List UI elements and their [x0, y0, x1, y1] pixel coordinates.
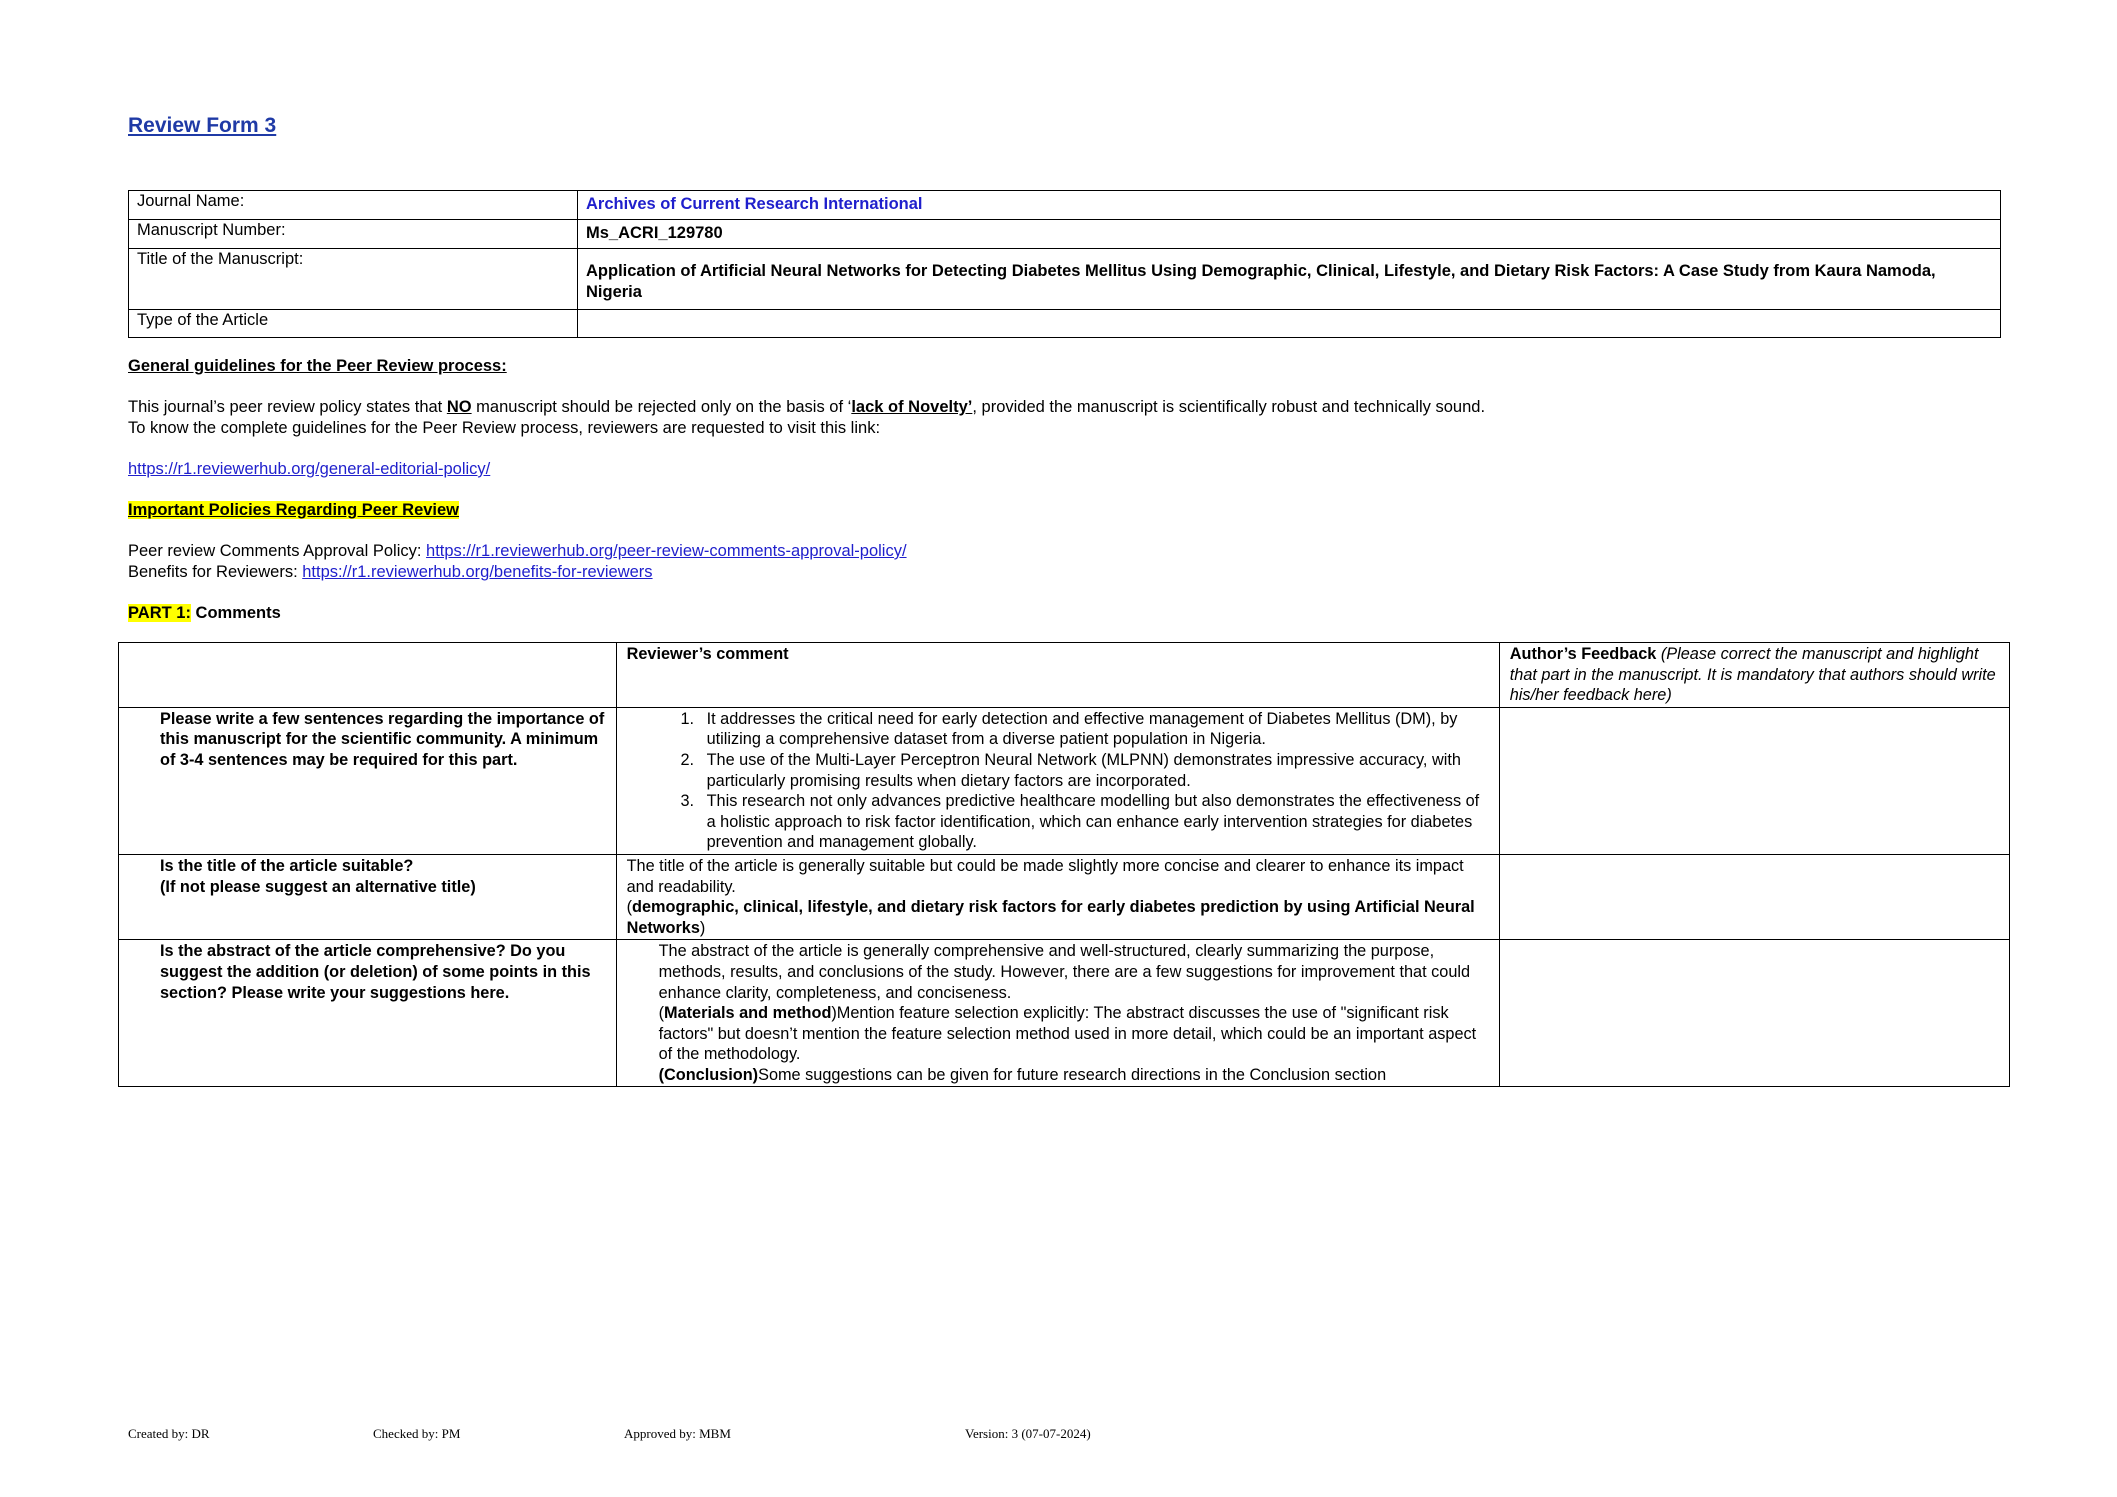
feedback-abstract[interactable] [1499, 940, 2009, 1087]
manuscript-title-value: Application of Artificial Neural Networks for Detecting Diabetes Mellitus Using Demographic, Clinical, Lifestyle, and Dietary Risk Factors: A Case Study from Kaura Namoda, Nigeria [578, 249, 2001, 310]
manuscript-info-table [128, 190, 2001, 338]
article-type-label: Type of the Article [129, 310, 578, 338]
article-type-value [578, 310, 2001, 338]
comment-importance [616, 707, 1499, 854]
manuscript-title-label: Title of the Manuscript: [129, 249, 578, 310]
table-row [119, 854, 2010, 939]
comment-title: The title of the article is generally suitable but could be made slightly more concise and clearer to enhance its impact and readability. (demographic, clinical, lifestyle, and dietary risk factors for early diabetes prediction by using Artificial Neural Networks) [616, 854, 1499, 939]
table-header-row [119, 643, 2010, 708]
journal-name-value: Archives of Current Research International [586, 195, 923, 213]
footer-checked-by: Checked by: PM [373, 1426, 461, 1441]
policy-statement: This journal’s peer review policy states that NO manuscript should be rejected only on the basis of ‘lack of Novelty’, provided the manuscript is scientifically robust and technically sound. [128, 398, 1486, 416]
reviewer-comment-header: Reviewer’s comment [616, 643, 1499, 708]
list-item: 2. The use of the Multi-Layer Perceptron Neural Network (MLPNN) demonstrates impressive accuracy, with particularly promising results when dietary factors are incorporated. [699, 750, 1489, 791]
table-row [129, 310, 2001, 338]
visit-guidelines-text: To know the complete guidelines for the Peer Review process, reviewers are requested to visit this link: [128, 419, 881, 437]
comment-abstract: The abstract of the article is generally comprehensive and well-structured, clearly summarizing the purpose, methods, results, and conclusions of the study. However, there are a few suggestions for improvement that could enhance clarity, completeness, and conciseness. (Materials and method)Mention feature selection explicitly: The abstract discusses the use of "significant risk factors" but doesn’t mention the feature selection method used in more detail, which could be an important aspect of the methodology. (Conclusion)Some suggestions can be given for future research directions in the Conclusion section [616, 940, 1499, 1087]
manuscript-number-label: Manuscript Number: [129, 220, 578, 249]
part1-heading: PART 1: Comments [128, 604, 281, 622]
empty-header-cell [119, 643, 617, 708]
benefits-line: Benefits for Reviewers: https://r1.reviewerhub.org/benefits-for-reviewers [128, 563, 653, 581]
comments-table [118, 642, 2010, 1087]
table-row [119, 707, 2010, 854]
journal-name-label: Journal Name: [129, 191, 578, 220]
table-row [129, 249, 2001, 310]
benefits-link[interactable]: https://r1.reviewerhub.org/benefits-for-reviewers [302, 563, 653, 581]
approval-policy-link[interactable]: https://r1.reviewerhub.org/peer-review-comments-approval-policy/ [426, 542, 907, 560]
approval-policy-line: Peer review Comments Approval Policy: https://r1.reviewerhub.org/peer-review-comments-approval-policy/ [128, 542, 907, 560]
question-abstract: Is the abstract of the article comprehensive? Do you suggest the addition (or deletion) of some points in this section? Please write your suggestions here. [119, 940, 617, 1087]
manuscript-number-value: Ms_ACRI_129780 [578, 220, 2001, 249]
guidelines-heading: General guidelines for the Peer Review process: [128, 357, 507, 375]
footer-created-by: Created by: DR [128, 1426, 210, 1441]
footer-approved-by: Approved by: MBM [624, 1426, 731, 1441]
list-item: 3. This research not only advances predictive healthcare modelling but also demonstrates the effectiveness of a holistic approach to risk factor identification, which can enhance early intervention strategies for diabetes prevention and management globally. [699, 791, 1489, 853]
form-title: Review Form 3 [128, 114, 277, 137]
important-policies-heading: Important Policies Regarding Peer Review [128, 501, 460, 519]
table-row [119, 940, 2010, 1087]
table-row [129, 191, 2001, 220]
question-importance: Please write a few sentences regarding the importance of this manuscript for the scientific community. A minimum of 3-4 sentences may be required for this part. [119, 707, 617, 854]
editorial-policy-link[interactable]: https://r1.reviewerhub.org/general-editorial-policy/ [128, 460, 491, 478]
list-item: 1. It addresses the critical need for early detection and effective management of Diabetes Mellitus (DM), by utilizing a comprehensive dataset from a diverse patient population in Nigeria. [699, 709, 1489, 750]
table-row [129, 220, 2001, 249]
author-feedback-header: Author’s Feedback (Please correct the manuscript and highlight that part in the manuscript. It is mandatory that authors should write his/her feedback here) [1499, 643, 2009, 708]
feedback-importance[interactable] [1499, 707, 2009, 854]
feedback-title[interactable] [1499, 854, 2009, 939]
suggested-title: demographic, clinical, lifestyle, and dietary risk factors for early diabetes prediction by using Artificial Neural Networks [626, 898, 1475, 937]
question-title: Is the title of the article suitable? (If not please suggest an alternative title) [119, 854, 617, 939]
footer-version: Version: 3 (07-07-2024) [965, 1426, 1091, 1441]
